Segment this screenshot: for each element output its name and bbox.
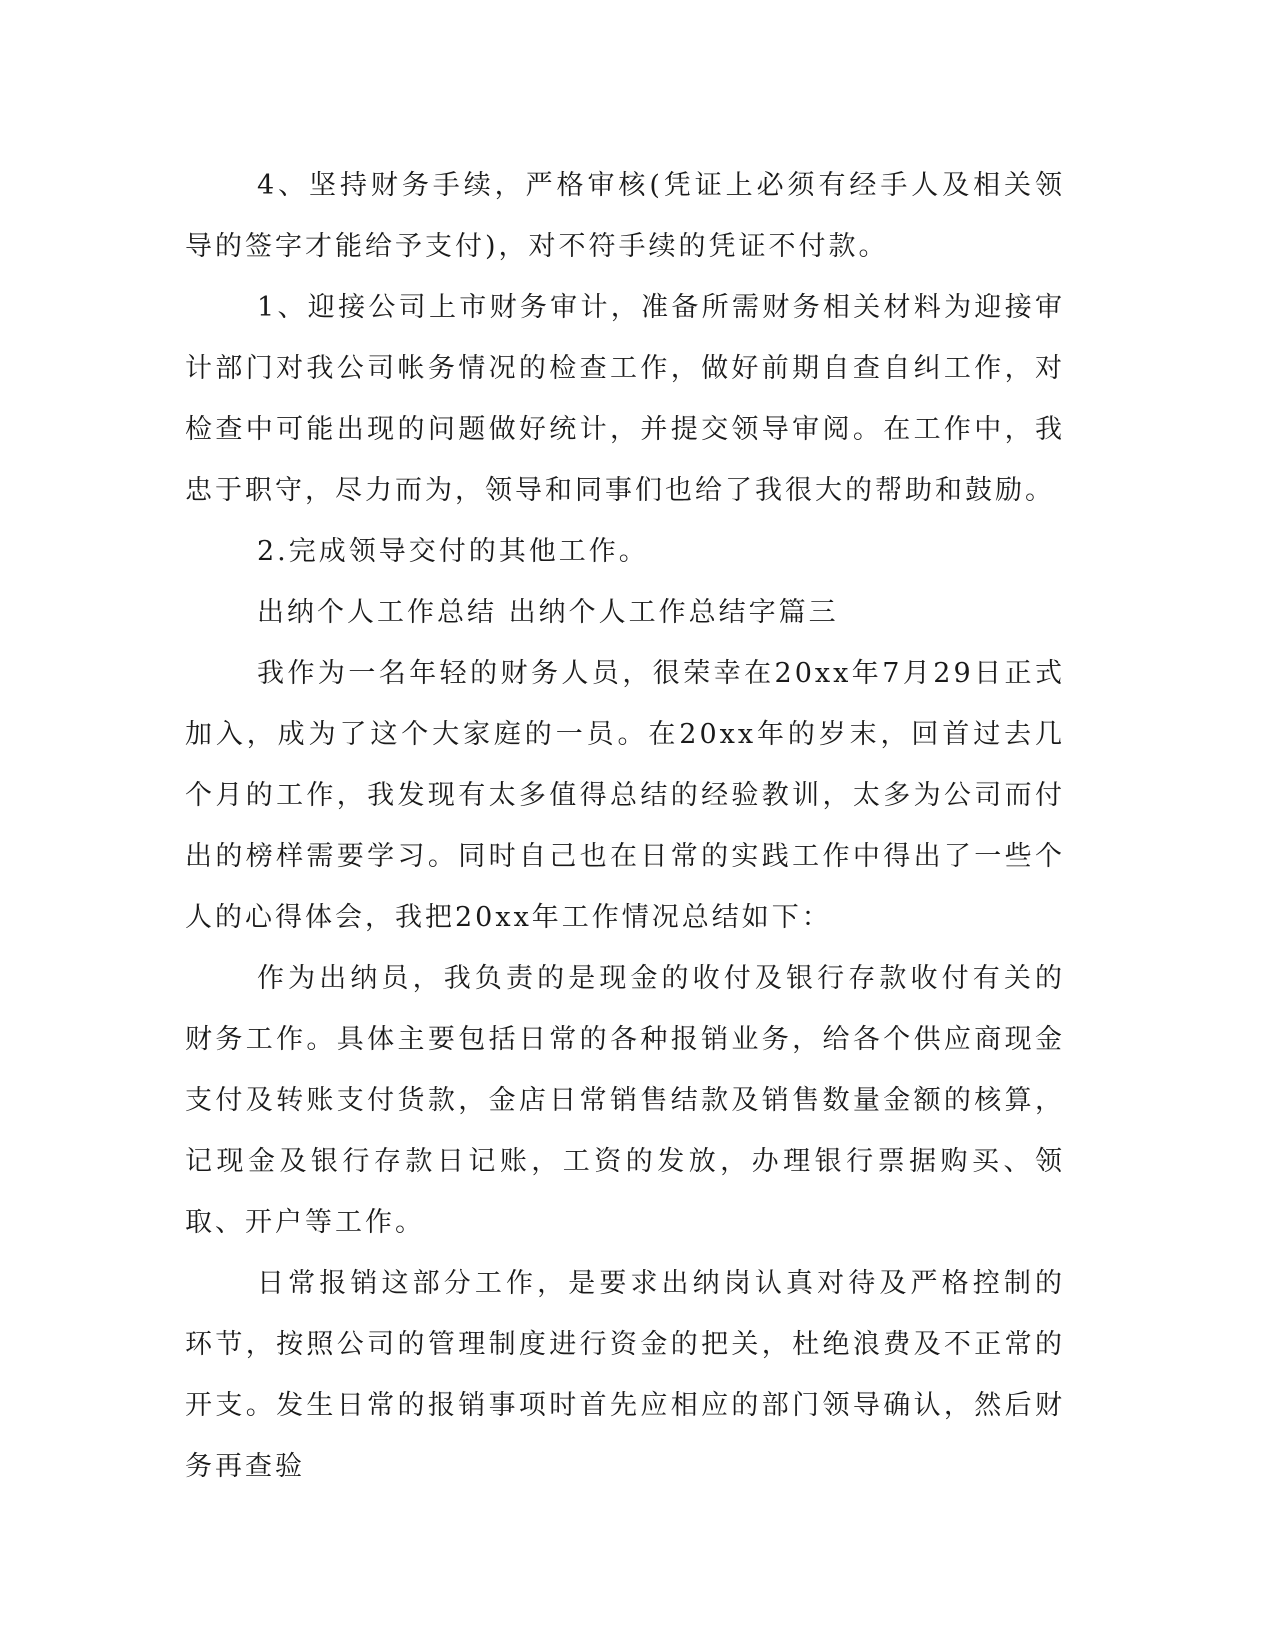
paragraph-other-tasks: 2.完成领导交付的其他工作。 (257, 536, 649, 567)
paragraph-reimbursement: 日常报销这部分工作，是要求出纳岗认真对待及严格控制的环节，按照公司的管理制度进行资金的把关，杜绝浪费及不正常的开支。发生日常的报销事项时首先应相应的部门领导确认，然后财务再查验 (185, 1268, 1065, 1482)
document-body (185, 155, 1065, 1497)
paragraph-duties: 作为出纳员，我负责的是现金的收付及银行存款收付有关的财务工作。具体主要包括日常的各种报销业务，给各个供应商现金支付及转账支付货款，金店日常销售结款及销售数量金额的核算，记现金及银行存款日记账，工资的发放，办理银行票据购买、领取、开户等工作。 (185, 963, 1065, 1238)
paragraph-introduction: 我作为一名年轻的财务人员，很荣幸在20xx年7月29日正式加入，成为了这个大家庭的一员。在20xx年的岁末，回首过去几个月的工作，我发现有太多值得总结的经验教训，太多为公司而付出的榜样需要学习。同时自己也在日常的实践工作中得出了一些个人的心得体会，我把20xx年工作情况总结如下： (185, 658, 1065, 933)
paragraph-signature-rule: 4、坚持财务手续，严格审核(凭证上必须有经手人及相关领导的签字才能给予支付)，对不符手续的凭证不付款。 (185, 170, 1065, 262)
section-heading: 出纳个人工作总结 出纳个人工作总结字篇三 (257, 597, 839, 628)
paragraph-audit-preparation: 1、迎接公司上市财务审计，准备所需财务相关材料为迎接审计部门对我公司帐务情况的检查工作，做好前期自查自纠工作，对检查中可能出现的问题做好统计，并提交领导审阅。在工作中，我忠于职守，尽力而为，领导和同事们也给了我很大的帮助和鼓励。 (185, 292, 1065, 506)
